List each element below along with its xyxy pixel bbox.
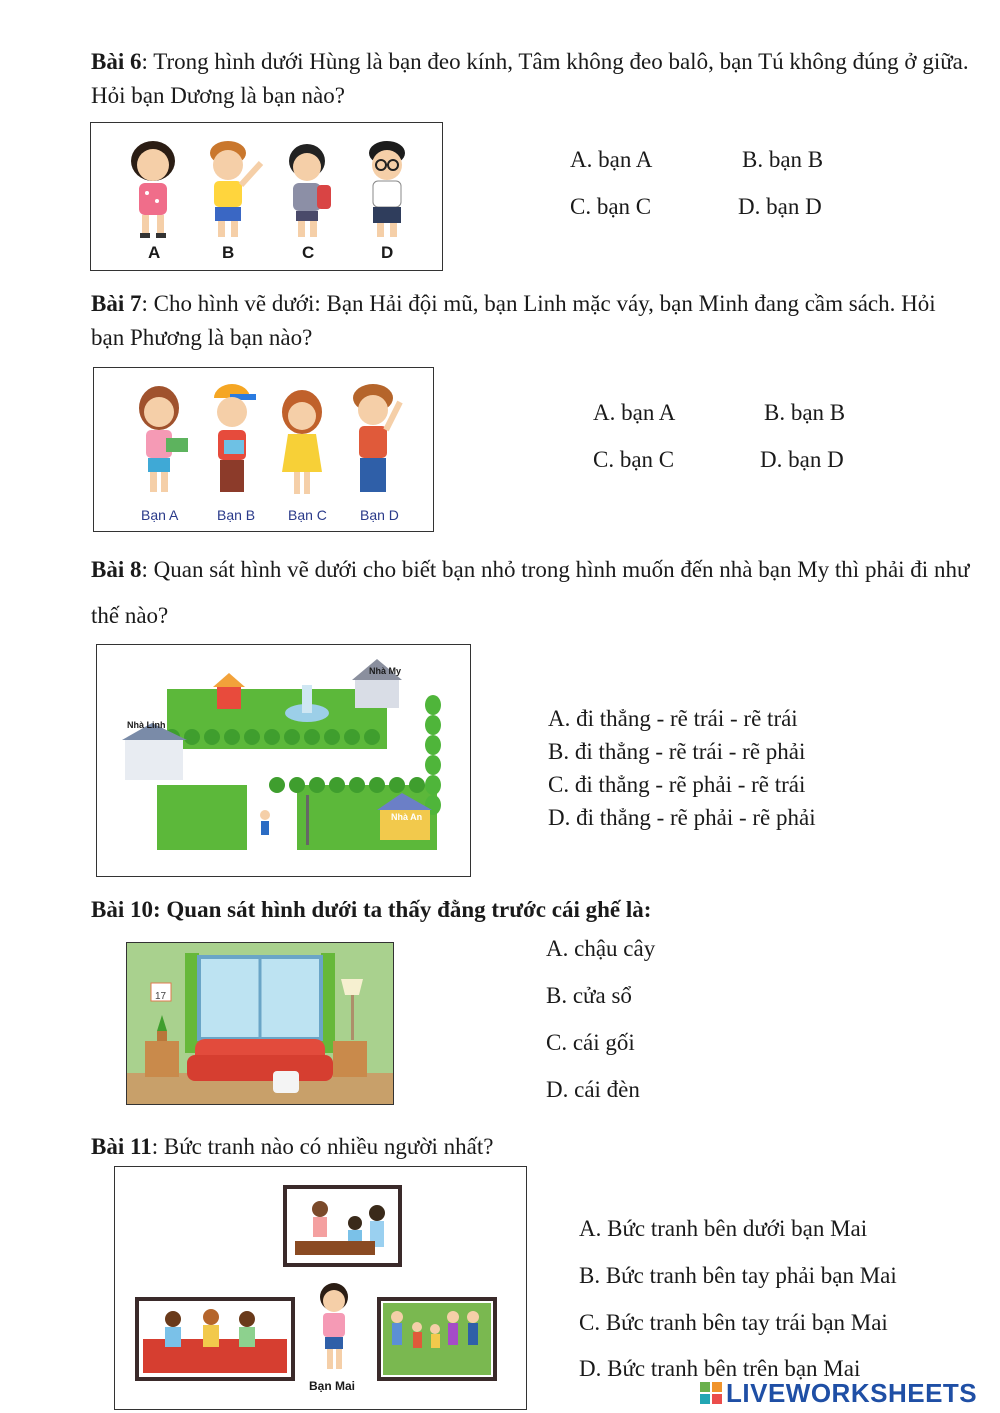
map-label-nha-linh: Nhà Linh	[127, 720, 166, 730]
kids-picture-7	[93, 367, 434, 532]
kid-c-figure	[289, 144, 331, 237]
q7-option-d[interactable]: D. bạn D	[760, 447, 844, 472]
q6-option-d[interactable]: D. bạn D	[738, 194, 822, 219]
q10-option-c[interactable]: C. cái gối	[546, 1030, 635, 1055]
question-7-prompt: : Cho hình vẽ dưới: Bạn Hải đội mũ, bạn Linh mặc váy, bạn Minh đang cầm sách. Hỏi bạn Phương là bạn nào?	[91, 291, 936, 350]
question-8-number: Bài 8	[91, 557, 142, 582]
question-8-prompt: : Quan sát hình vẽ dưới cho biết bạn nhỏ trong hình muốn đến nhà bạn My thì phải đi như thế nào?	[91, 557, 970, 628]
question-6-prompt: : Trong hình dưới Hùng là bạn đeo kính, Tâm không đeo balô, bạn Tú không đúng ở giữa. Hỏi bạn Dương là bạn nào?	[91, 49, 969, 108]
tree-row-top	[164, 729, 380, 745]
kid-7d-figure	[353, 384, 400, 492]
calendar-date: 17	[155, 991, 167, 1002]
q8-option-c[interactable]: C. đi thẳng - rẽ phải - rẽ trái	[548, 772, 806, 797]
q8-option-b[interactable]: B. đi thẳng - rẽ trái - rẽ phải	[548, 739, 806, 764]
q7-option-a[interactable]: A. bạn A	[593, 400, 676, 425]
q11-option-d[interactable]: D. Bức tranh bên trên bạn Mai	[579, 1356, 861, 1381]
kid-7c-figure	[282, 390, 322, 494]
q7-option-c[interactable]: C. bạn C	[593, 447, 675, 472]
kid-7b-figure	[214, 384, 256, 492]
question-7-number: Bài 7	[91, 291, 142, 316]
q8-option-d[interactable]: D. đi thẳng - rẽ phải - rẽ phải	[548, 805, 816, 830]
liveworksheets-logo-icon	[700, 1382, 722, 1404]
map-illustration-8	[97, 645, 470, 876]
room-picture-10	[126, 942, 394, 1105]
question-7-text	[91, 287, 971, 355]
question-6-number: Bài 6	[91, 49, 142, 74]
kid-7a-figure	[139, 386, 188, 492]
q10-option-d[interactable]: D. cái đèn	[546, 1077, 640, 1102]
kid-b-label: B	[222, 243, 235, 262]
kid-7b-label: Bạn B	[217, 507, 256, 523]
map-label-nha-an: Nhà An	[391, 812, 423, 822]
room-illustration-10	[127, 943, 393, 1104]
liveworksheets-watermark: LIVEWORKSHEETS	[726, 1378, 978, 1408]
map-label-nha-my: Nhà My	[369, 666, 402, 676]
question-6-text	[91, 45, 971, 113]
kid-d-label: D	[381, 243, 394, 262]
question-10-title: Bài 10: Quan sát hình dưới ta thấy đằng trước cái ghế là:	[91, 897, 652, 922]
map-picture-8	[96, 644, 471, 877]
paintings-picture-11	[114, 1166, 527, 1410]
q11-option-a[interactable]: A. Bức tranh bên dưới bạn Mai	[579, 1216, 868, 1241]
q6-option-b[interactable]: B. bạn B	[742, 147, 824, 172]
q10-option-a[interactable]: A. chậu cây	[546, 936, 656, 961]
kid-d-figure	[369, 141, 405, 237]
q8-option-a[interactable]: A. đi thẳng - rẽ trái - rẽ trái	[548, 706, 798, 731]
kid-7a-label: Bạn A	[141, 507, 179, 523]
kids-picture-6	[90, 122, 443, 271]
question-8-text	[91, 547, 971, 639]
kid-a-figure	[131, 141, 175, 238]
q6-option-a[interactable]: A. bạn A	[570, 147, 653, 172]
kid-b-figure	[210, 141, 261, 237]
kid-c-label: C	[302, 243, 315, 262]
mai-caption: Bạn Mai	[309, 1379, 356, 1393]
q6-option-c[interactable]: C. bạn C	[570, 194, 652, 219]
q10-option-b[interactable]: B. cửa sổ	[546, 983, 632, 1008]
q11-option-b[interactable]: B. Bức tranh bên tay phải bạn Mai	[579, 1263, 897, 1288]
kid-7d-label: Bạn D	[360, 507, 399, 523]
q7-option-b[interactable]: B. bạn B	[764, 400, 846, 425]
q11-option-c[interactable]: C. Bức tranh bên tay trái bạn Mai	[579, 1310, 888, 1335]
question-11-text	[91, 1130, 971, 1164]
paintings-illustration-11	[115, 1167, 526, 1409]
question-11-number: Bài 11	[91, 1134, 152, 1159]
question-11-prompt: : Bức tranh nào có nhiều người nhất?	[151, 1134, 494, 1159]
kid-a-label: A	[148, 243, 161, 262]
kid-7c-label: Bạn C	[288, 507, 327, 523]
